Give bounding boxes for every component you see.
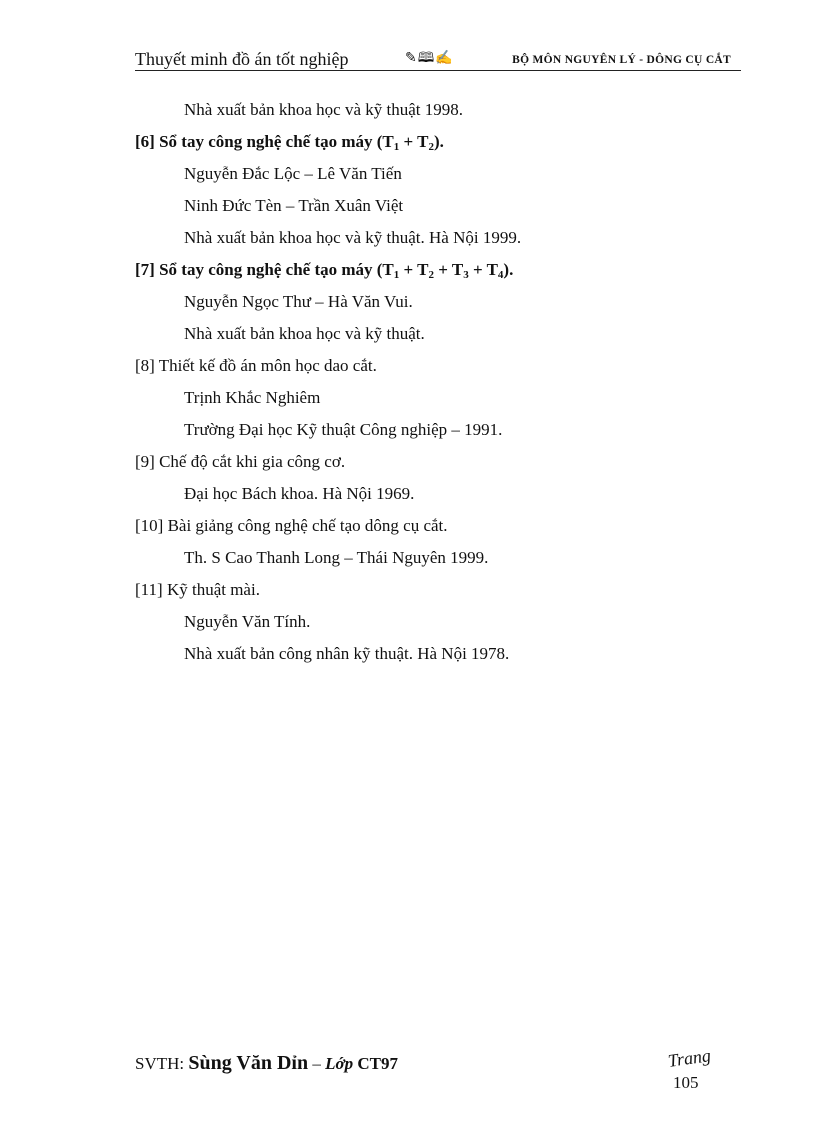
page-number: 105 <box>673 1073 699 1092</box>
ref6-publisher: Nhà xuất bản khoa học và kỹ thuật. Hà Nội 1999. <box>184 228 522 247</box>
ref11-title: [11] Kỹ thuật mài. <box>135 580 260 599</box>
ref9-publisher: Đại học Bách khoa. Hà Nội 1969. <box>184 484 415 503</box>
trang-label: Trang <box>666 1045 713 1071</box>
footer-dash: – <box>308 1054 326 1073</box>
ref11-author: Nguyễn Văn Tính. <box>184 612 311 631</box>
ref7-publisher: Nhà xuất bản khoa học và kỹ thuật. <box>184 324 425 343</box>
ref6-authors-2: Ninh Đức Tèn – Trần Xuân Việt <box>184 196 404 215</box>
ref10-author: Th. S Cao Thanh Long – Thái Nguyên 1999. <box>184 548 489 567</box>
ref5-publisher: Nhà xuất bản khoa học và kỹ thuật 1998. <box>184 100 464 119</box>
ref6-title: [6] Sổ tay công nghệ chế tạo máy $(T_1 + T_2)$. <box>135 132 444 153</box>
ref8-author: Trịnh Khắc Nghiêm <box>184 388 321 407</box>
header-title: Thuyết minh đồ án tốt nghiệp <box>135 49 349 69</box>
ref7-authors: Nguyễn Ngọc Thư – Hà Văn Vui. <box>184 292 413 311</box>
ref6-authors-1: Nguyễn Đắc Lộc – Lê Văn Tiến <box>184 164 402 183</box>
ref9-title: [9] Chế độ cắt khi gia công cơ. <box>135 452 346 471</box>
ref8-publisher: Trường Đại học Kỹ thuật Công nghiệp – 1991. <box>184 420 503 439</box>
ref7-title: [7] Sổ tay công nghệ chế tạo máy $(T_1 + T_2 + T_3 + T_4)$. <box>135 260 514 281</box>
class-code: CT97 <box>357 1054 398 1073</box>
footer-student-info <box>135 1050 398 1077</box>
ref11-publisher: Nhà xuất bản công nhân kỹ thuật. Hà Nội 1978. <box>184 644 510 663</box>
svth-label: SVTH: <box>135 1054 189 1073</box>
page-header <box>135 48 741 71</box>
class-label: Lớp <box>325 1054 358 1073</box>
ref10-title: [10] Bài giảng công nghệ chế tạo dông cụ cắt. <box>135 516 448 535</box>
header-ornament-icon: ✎🕮✍ <box>405 51 454 66</box>
student-name: Sùng Văn Dỉn <box>188 1052 309 1074</box>
ref8-title: [8] Thiết kế đồ án môn học dao cắt. <box>135 356 377 375</box>
header-department: BỘ MÔN NGUYÊN LÝ - DÔNG CỤ CẮT <box>512 54 731 66</box>
